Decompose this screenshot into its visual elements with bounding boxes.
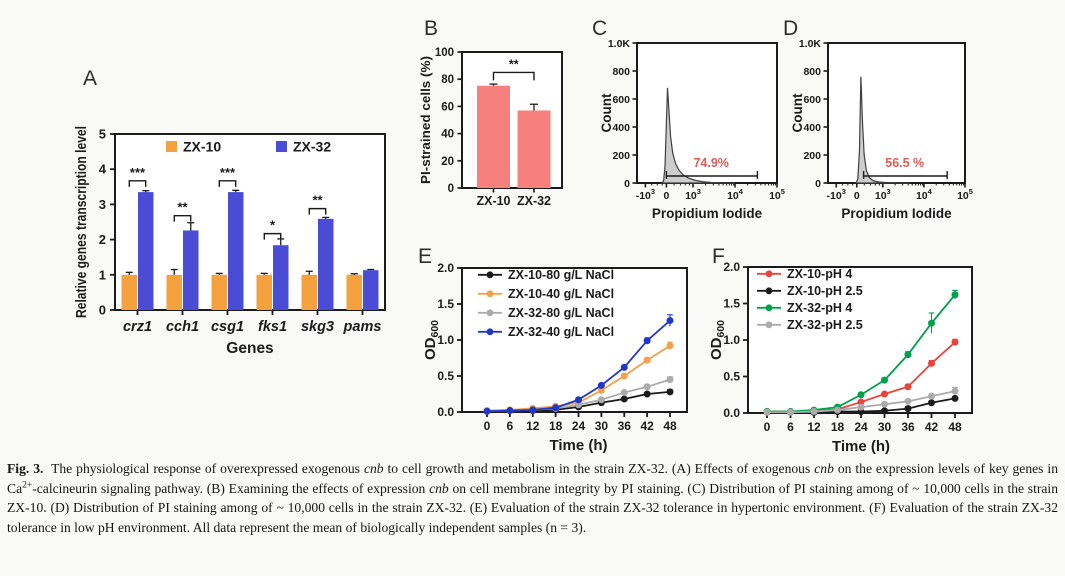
bar <box>228 192 244 310</box>
panel-a-gene-transcription-bar-chart <box>70 50 415 395</box>
legend-label: ZX-32-pH 2.5 <box>787 318 863 332</box>
y-tick-label: 400 <box>803 121 821 134</box>
legend-label: ZX-10-40 g/L NaCl <box>508 287 615 301</box>
x-tick-label: $-10^3$ <box>635 187 656 202</box>
panel-c-flow-cytometry-histogram <box>585 5 797 237</box>
y-tick-label: 1.0K <box>798 37 821 50</box>
bar <box>477 86 510 188</box>
x-axis-label: Time (h) <box>831 438 891 455</box>
x-tick-label: $-10^3$ <box>826 187 846 202</box>
bar <box>183 230 199 310</box>
y-tick-label: 60 <box>441 101 454 114</box>
sig-stars: * <box>269 217 276 233</box>
y-tick-label: 2.0 <box>723 260 740 275</box>
data-point <box>928 399 935 406</box>
x-tick-label: $10^3$ <box>874 187 891 202</box>
x-tick-label: crz1 <box>122 319 153 335</box>
y-tick-label: 100 <box>434 47 454 59</box>
sig-stars: ** <box>177 199 188 215</box>
x-tick-label: pams <box>343 319 382 335</box>
x-axis-label: Propidium Iodide <box>841 206 952 221</box>
data-point <box>644 337 651 344</box>
caption-segment: cnb <box>429 480 449 496</box>
panel-label-d: D <box>783 17 799 40</box>
data-point <box>952 395 959 402</box>
y-tick-label: 1.5 <box>723 296 740 311</box>
y-tick-label: 0 <box>815 177 821 190</box>
legend-marker <box>487 309 494 316</box>
data-point <box>881 391 888 398</box>
panel-label-b: B <box>424 17 439 40</box>
legend-label: ZX-10-pH 4 <box>787 267 853 281</box>
data-point <box>928 320 935 327</box>
x-tick-label: 0 <box>663 190 670 202</box>
x-tick-label: 24 <box>854 420 868 434</box>
panel-label-a: A <box>83 67 98 90</box>
x-tick-label: 30 <box>877 420 892 434</box>
bar <box>347 275 363 310</box>
y-tick-label: 1.0K <box>607 37 630 50</box>
legend-label: ZX-32 <box>293 138 332 155</box>
legend-label: ZX-32-80 g/L NaCl <box>508 306 615 320</box>
x-tick-label: 42 <box>924 420 939 434</box>
x-tick-label: 18 <box>830 420 845 434</box>
y-tick-label: 1.0 <box>723 333 740 348</box>
bar <box>167 275 183 310</box>
x-tick-label: 24 <box>571 419 586 433</box>
y-tick-label: 4 <box>98 161 106 177</box>
legend-marker <box>766 270 773 277</box>
y-tick-label: 5 <box>98 126 106 142</box>
plot-frame <box>115 134 385 310</box>
x-tick-label: cch1 <box>165 319 200 335</box>
data-point <box>552 404 559 411</box>
y-tick-label: 0.0 <box>723 406 740 421</box>
caption-segment: -calcineurin signaling pathway. (B) Examining the effects of expression <box>32 480 430 496</box>
legend-label: ZX-32-pH 4 <box>787 301 853 315</box>
legend-marker <box>487 271 494 278</box>
panel-d-flow-cytometry-histogram <box>775 5 987 237</box>
y-tick-label: 2.0 <box>437 261 454 276</box>
y-tick-label: 40 <box>441 128 454 141</box>
legend-marker <box>766 304 773 311</box>
bar <box>122 275 138 310</box>
y-tick-label: 3 <box>98 196 106 212</box>
y-axis-label: $OD_{600}$ <box>708 319 727 361</box>
x-axis-label: Propidium Iodide <box>651 206 763 221</box>
y-tick-label: 0 <box>447 183 454 195</box>
panel-label-f: F <box>712 245 725 268</box>
data-point <box>905 383 912 390</box>
y-tick-label: 600 <box>612 93 630 106</box>
x-tick-label: $10^5$ <box>957 187 973 202</box>
data-point <box>905 405 912 412</box>
data-point <box>529 406 536 413</box>
legend-label: ZX-10 <box>183 138 222 155</box>
caption-segment: cnb <box>814 461 834 476</box>
data-point <box>858 404 865 411</box>
data-point <box>575 396 582 403</box>
panel-e-nacl-growth-curves <box>410 235 722 457</box>
data-point <box>644 357 651 364</box>
x-tick-label: ZX-10 <box>476 194 511 208</box>
x-tick-label: 0 <box>763 420 771 434</box>
gate-percentage-label: 56.5 % <box>885 155 925 170</box>
bar <box>363 270 379 310</box>
x-tick-label: 0 <box>483 419 491 433</box>
panel-b-pi-stained-bar-chart <box>415 8 593 236</box>
x-tick-label: ZX-32 <box>516 194 552 208</box>
data-point <box>811 408 818 415</box>
x-tick-label: 42 <box>640 419 654 433</box>
data-point <box>667 388 674 395</box>
data-point <box>667 376 674 383</box>
caption-segment: cnb <box>363 461 384 476</box>
legend-label: ZX-10-80 g/L NaCl <box>508 268 615 282</box>
x-tick-label: $10^3$ <box>685 187 701 202</box>
data-point <box>952 339 959 346</box>
caption-segment: on cell membrane integrity by PI staining. (C) Distribution of PI staining among of ~ 10,000 cells in the strain ZX-10. (D) Distribution of PI staining among of ~ 10,000 cells in the strain ZX-32. (E) Evaluation of the strain ZX-32 tolerance in hypertonic environment. (F) Evaluation of the strain ZX-32 tolerance in low pH environment. All data represent the mean of biologically independent samples (n = 3). <box>7 480 1058 536</box>
data-point <box>667 342 674 349</box>
legend-marker <box>487 290 494 297</box>
bar <box>138 192 154 310</box>
x-tick-label: 12 <box>526 419 540 433</box>
data-point <box>644 383 651 390</box>
bar <box>518 110 551 188</box>
x-tick-label: csg1 <box>210 319 245 335</box>
y-tick-label: 200 <box>803 149 821 162</box>
y-tick-label: 800 <box>612 65 630 78</box>
legend-label: ZX-32-40 g/L NaCl <box>508 325 615 339</box>
sig-stars: ** <box>508 57 519 72</box>
y-axis-label: Count <box>599 93 614 133</box>
legend-swatch <box>276 141 287 152</box>
data-point <box>484 408 491 415</box>
y-tick-label: 1.5 <box>437 297 454 312</box>
y-tick-label: 1 <box>98 267 106 283</box>
data-point <box>598 396 605 403</box>
caption-segment: on the expression levels of key genes in Ca <box>7 461 1058 496</box>
x-tick-label: 48 <box>663 419 677 433</box>
panel-label-e: E <box>418 245 433 268</box>
data-point <box>928 393 935 400</box>
y-tick-label: 0.5 <box>437 369 454 384</box>
data-point <box>621 373 628 380</box>
gate-percentage-label: 74.9% <box>693 155 729 170</box>
x-tick-label: 36 <box>901 420 915 434</box>
data-point <box>506 407 513 414</box>
caption-segment: 2+ <box>22 480 33 491</box>
caption-segment: The physiological response of overexpressed exogenous <box>43 461 364 476</box>
x-tick-label: fks1 <box>257 319 288 335</box>
x-tick-label: 12 <box>807 420 821 434</box>
data-point <box>621 389 628 396</box>
figure-caption <box>7 459 1058 538</box>
bar <box>302 275 318 310</box>
x-tick-label: 18 <box>548 419 563 433</box>
legend-marker <box>487 328 494 335</box>
data-point <box>881 407 888 414</box>
y-tick-label: 0.5 <box>723 369 740 384</box>
y-tick-label: 1.0 <box>437 333 454 348</box>
y-tick-label: 400 <box>612 121 630 134</box>
y-tick-label: 800 <box>803 65 821 78</box>
x-tick-label: 0 <box>853 190 860 202</box>
y-axis-label: Relative genes transcription level <box>74 87 90 318</box>
data-point <box>952 388 959 395</box>
x-tick-label: 30 <box>594 419 609 433</box>
x-tick-label: $10^4$ <box>915 187 932 202</box>
x-tick-label: skg3 <box>300 319 335 335</box>
y-tick-label: 0.0 <box>437 405 454 420</box>
data-point <box>644 391 651 398</box>
data-point <box>952 291 959 298</box>
x-tick-label: 36 <box>617 419 631 433</box>
legend-marker <box>766 321 773 328</box>
caption-segment: to cell growth and metabolism in the strain ZX-32. (A) Effects of exogenous <box>383 461 815 476</box>
data-point <box>881 401 888 408</box>
y-tick-label: 80 <box>441 74 454 87</box>
data-point <box>621 364 628 371</box>
panel-label-c: C <box>592 17 608 40</box>
y-tick-label: 2 <box>98 232 106 248</box>
bar <box>257 275 273 310</box>
data-point <box>621 396 628 403</box>
panel-f-ph-growth-curves <box>705 235 1013 457</box>
data-point <box>667 317 674 324</box>
caption-segment: Fig. 3. <box>7 461 44 476</box>
legend-label: ZX-10-pH 2.5 <box>787 284 863 298</box>
x-tick-label: 6 <box>787 420 794 434</box>
data-point <box>905 398 912 405</box>
legend-marker <box>766 287 773 294</box>
sig-stars: *** <box>219 164 236 180</box>
data-point <box>834 407 841 414</box>
sig-stars: ** <box>312 192 323 208</box>
data-point <box>905 351 912 358</box>
y-tick-label: 0 <box>624 177 630 190</box>
y-tick-label: 0 <box>98 302 106 318</box>
y-axis-label: $OD_{600}$ <box>422 319 441 361</box>
x-axis-label: Time (h) <box>549 437 608 454</box>
x-tick-label: 48 <box>948 420 962 434</box>
bar <box>318 219 334 310</box>
y-tick-label: 200 <box>612 149 630 162</box>
data-point <box>928 360 935 367</box>
data-point <box>881 377 888 384</box>
y-axis-label: Count <box>790 93 805 133</box>
x-tick-label: $10^5$ <box>769 187 785 202</box>
data-point <box>598 382 605 389</box>
legend-swatch <box>166 141 177 152</box>
data-point <box>787 409 794 416</box>
bar <box>212 275 228 310</box>
x-tick-label: 6 <box>506 419 514 433</box>
y-tick-label: 20 <box>441 155 454 168</box>
y-axis-label: PI-strained cells (%) <box>418 60 433 184</box>
data-point <box>764 409 771 416</box>
x-axis-label: Genes <box>226 340 274 357</box>
bar <box>273 245 289 310</box>
y-tick-label: 600 <box>803 93 821 106</box>
x-tick-label: $10^4$ <box>727 187 743 202</box>
data-point <box>858 391 865 398</box>
sig-stars: *** <box>129 164 146 180</box>
